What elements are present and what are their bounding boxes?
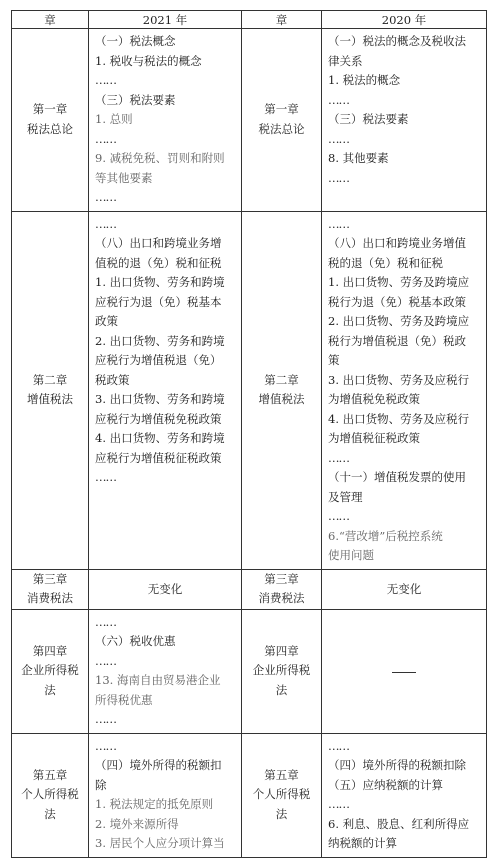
- chapter-2020-cell: [242, 29, 322, 212]
- ellipsis-line: ……: [95, 73, 116, 87]
- content-line: （六）税收优惠: [95, 634, 176, 648]
- comparison-table: [11, 10, 487, 858]
- content-line: （十一）增值税发票的使用: [328, 470, 466, 484]
- content-line: 税的退（免）税和征税: [328, 255, 443, 270]
- chapter-line: 法: [44, 682, 56, 697]
- chapter-2020-cell: [242, 211, 322, 569]
- chapter-2021-cell: [12, 569, 89, 609]
- content-line: 政策: [95, 314, 118, 328]
- ellipsis-line: ……: [328, 131, 349, 146]
- chapter-line: 法: [275, 806, 288, 821]
- chapter-line: 第二章: [264, 372, 299, 387]
- ellipsis-line: ……: [95, 738, 116, 753]
- chapter-line: 增值税法: [27, 392, 73, 406]
- content-line: 3. 出口货物、劳务和跨境: [95, 392, 225, 406]
- header-year-2020: 2020 年: [322, 11, 487, 29]
- chapter-2020-cell: [242, 609, 322, 733]
- header-year-2021: 2021 年: [89, 11, 242, 29]
- chapter-line: 税法总论: [258, 121, 305, 136]
- content-line: 8. 其他要素: [328, 151, 389, 165]
- header-row: [12, 11, 487, 29]
- table-row: [12, 211, 487, 569]
- chapter-line: 增值税法: [258, 392, 305, 406]
- chapter-line: 第一章: [32, 102, 68, 117]
- content-2020-cell: [322, 569, 487, 609]
- content-line: 纳税额的计算: [328, 836, 397, 850]
- ellipsis-line: ……: [95, 216, 116, 231]
- content-line: 策: [328, 353, 340, 367]
- content-line: 税行为退（免）税基本政策: [328, 294, 466, 309]
- chapter-2020-cell: [242, 569, 322, 609]
- chapter-2020-cell: [242, 733, 322, 857]
- content-line: 为增值税免税政策: [328, 392, 420, 406]
- center-text: 无变化: [386, 582, 422, 596]
- header-chapter-2021: 章: [12, 11, 89, 29]
- ellipsis-line: ……: [328, 216, 349, 231]
- content-2020-cell: [322, 29, 487, 212]
- ellipsis-line: ……: [95, 653, 116, 668]
- content-line: 13. 海南自由贸易港企业: [95, 673, 221, 687]
- content-line: 2. 境外来源所得: [95, 816, 179, 831]
- content-line: 律关系: [328, 53, 363, 68]
- content-line: 1. 税法的概念: [328, 73, 401, 87]
- ellipsis-line: ……: [328, 170, 349, 185]
- ellipsis-line: ……: [95, 614, 116, 629]
- content-line: 应税行为增值税征税政策: [95, 450, 222, 465]
- center-text: 无变化: [147, 582, 183, 596]
- chapter-line: 第五章: [264, 767, 299, 782]
- content-line: 1. 税收与税法的概念: [95, 53, 202, 68]
- content-line: 1. 总则: [95, 112, 133, 126]
- chapter-2021-cell: [12, 733, 89, 857]
- table-row: [12, 733, 487, 857]
- content-line: 所得税优惠: [95, 692, 153, 707]
- chapter-line: 消费税法: [258, 591, 305, 605]
- header-chapter-2020: 章: [242, 11, 322, 29]
- chapter-line: 第三章: [264, 571, 299, 586]
- chapter-line: 第一章: [264, 102, 299, 117]
- table-row: [12, 569, 487, 609]
- table-row: [12, 29, 487, 212]
- ellipsis-line: ……: [95, 190, 116, 204]
- content-line: 使用问题: [328, 548, 374, 562]
- ellipsis-line: ……: [95, 470, 116, 484]
- content-line: 值税的退（免）税和征税: [95, 255, 222, 270]
- chapter-line: 个人所得税: [252, 787, 311, 802]
- content-line: 等其他要素: [95, 170, 153, 185]
- content-line: 3. 出口货物、劳务及应税行: [328, 372, 470, 387]
- content-2020-cell: [322, 211, 487, 569]
- content-line: 及管理: [328, 489, 363, 504]
- content-line: 6. 利息、股息、红利所得应: [328, 816, 470, 831]
- chapter-line: 第三章: [32, 571, 68, 586]
- content-line: （三）税法要素: [328, 112, 409, 126]
- ellipsis-line: ……: [328, 92, 349, 107]
- ellipsis-line: ……: [95, 712, 116, 726]
- content-line: 应税行为增值税退（免）: [95, 353, 222, 367]
- content-2020-cell: [322, 733, 487, 857]
- content-line: 2. 出口货物、劳务和跨境: [95, 333, 225, 348]
- chapter-line: 第五章: [32, 767, 68, 782]
- ellipsis-line: ……: [328, 450, 349, 465]
- content-line: 为增值税征税政策: [328, 431, 420, 445]
- content-line: 1. 出口货物、劳务及跨境应: [328, 275, 470, 289]
- chapter-line: 消费税法: [27, 591, 73, 605]
- content-line: 税行为增值税退（免）税政: [328, 333, 466, 348]
- content-line: （三）税法要素: [95, 92, 176, 107]
- chapter-line: 税法总论: [27, 121, 73, 136]
- content-line: 4. 出口货物、劳务和跨境: [95, 431, 225, 445]
- ellipsis-line: ……: [328, 509, 349, 523]
- content-line: （八）出口和跨境业务增值: [328, 236, 466, 250]
- content-line: 6.“营改增”后税控系统: [328, 528, 443, 543]
- content-line: （一）税法概念: [95, 34, 176, 48]
- content-2021-cell: [89, 569, 242, 609]
- content-line: （五）应纳税额的计算: [328, 777, 443, 792]
- chapter-2021-cell: [12, 211, 89, 569]
- chapter-2021-cell: [12, 29, 89, 212]
- dash-mark: [392, 672, 416, 673]
- content-line: 应税行为退（免）税基本: [95, 294, 222, 309]
- content-line: 3. 居民个人应分项计算当: [95, 836, 225, 850]
- content-2021-cell: [89, 733, 242, 857]
- content-line: （四）境外所得的税额扣: [95, 758, 222, 772]
- ellipsis-line: ……: [328, 738, 349, 753]
- chapter-line: 第二章: [32, 372, 68, 387]
- chapter-line: 第四章: [32, 643, 68, 658]
- chapter-line: 第四章: [264, 643, 299, 658]
- content-line: （八）出口和跨境业务增: [95, 236, 222, 250]
- chapter-line: 企业所得税: [21, 663, 79, 678]
- ellipsis-line: ……: [95, 131, 116, 146]
- content-2020-cell: [322, 609, 487, 733]
- content-line: 1. 税法规定的抵免原则: [95, 797, 214, 811]
- content-2021-cell: [89, 609, 242, 733]
- content-line: 2. 出口货物、劳务及跨境应: [328, 314, 470, 328]
- content-2021-cell: [89, 29, 242, 212]
- ellipsis-line: ……: [328, 797, 349, 811]
- chapter-line: 个人所得税: [21, 787, 79, 802]
- content-line: 除: [95, 777, 107, 792]
- content-2021-cell: [89, 211, 242, 569]
- content-line: 1. 出口货物、劳务和跨境: [95, 275, 225, 289]
- content-line: 9. 减税免税、罚则和附则: [95, 151, 225, 165]
- content-line: 4. 出口货物、劳务及应税行: [328, 411, 470, 426]
- content-line: （四）境外所得的税额扣除: [328, 758, 466, 772]
- content-line: 应税行为增值税免税政策: [95, 411, 222, 426]
- table-row: [12, 609, 487, 733]
- chapter-line: 企业所得税: [252, 663, 311, 678]
- content-line: （一）税法的概念及税收法: [328, 34, 466, 48]
- chapter-line: 法: [275, 682, 288, 697]
- chapter-2021-cell: [12, 609, 89, 733]
- content-line: 税政策: [95, 372, 130, 387]
- chapter-line: 法: [44, 806, 56, 821]
